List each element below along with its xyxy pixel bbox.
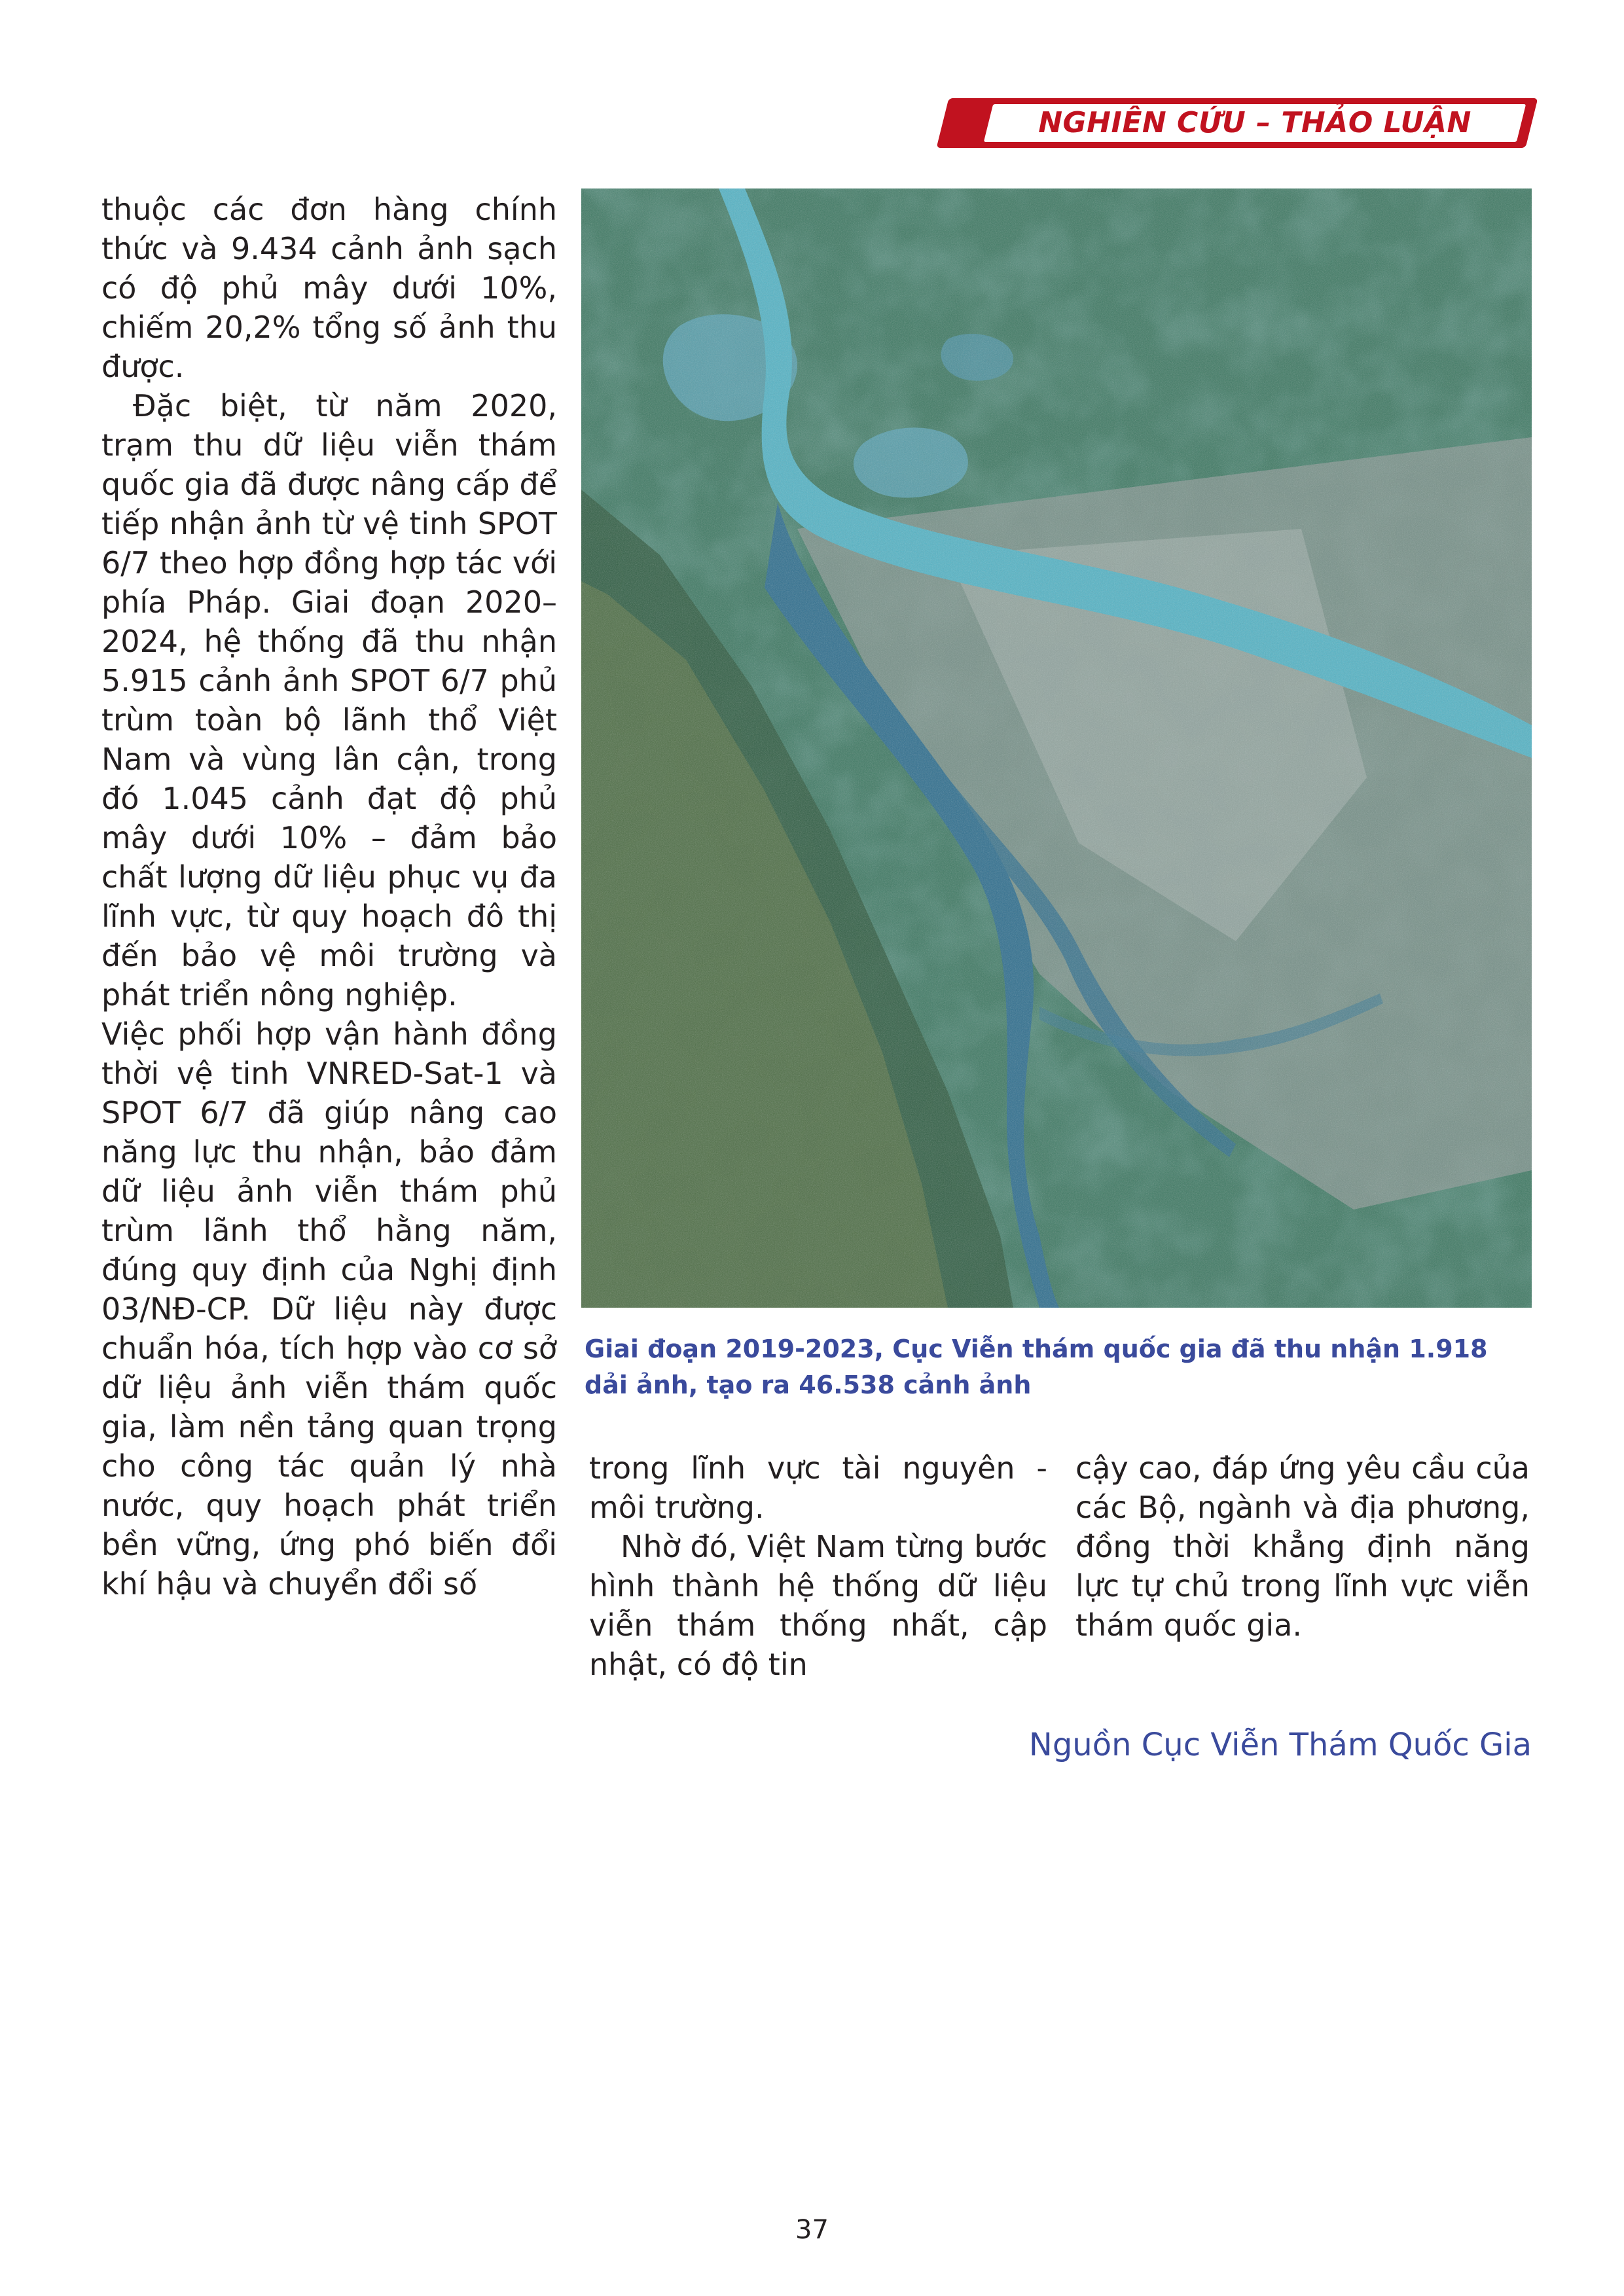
paragraph: Đặc biệt, từ năm 2020, trạm thu dữ liệu viễn thám quốc gia đã được nâng cấp để tiếp nhận ảnh từ vệ tinh SPOT 6/7 theo hợp đồng hợp tác với phía Pháp. Giai đoạn 2020–2024, hệ thống đã thu nhận 5.915 cảnh ảnh SPOT 6/7 phủ trùm toàn bộ lãnh thổ Việt Nam và vùng lân cận, trong đó 1.045 cảnh đạt độ phủ mây dưới 10% – đảm bảo chất lượng dữ liệu phục vụ đa lĩnh vực, từ quy hoạch đô thị đến bảo vệ môi trường và phát triển nông nghiệp. — [101, 388, 557, 1013]
satellite-image-drawing — [581, 188, 1532, 1308]
figure-caption: Giai đoạn 2019-2023, Cục Viễn thám quốc gia đã thu nhận 1.918 dải ảnh, tạo ra 46.538 cảnh ảnh — [585, 1335, 1488, 1399]
section-header-badge — [943, 98, 1532, 148]
paragraph: Nhờ đó, Việt Nam từng bước hình thành hệ thống dữ liệu viễn thám thống nhất, cập nhật, có độ tin — [589, 1529, 1047, 1682]
source-credit: Nguồn Cục Viễn Thám Quốc Gia — [1028, 1727, 1532, 1763]
middle-text-column — [589, 1448, 1047, 1684]
paragraph: thuộc các đơn hàng chính thức và 9.434 cảnh ảnh sạch có độ phủ mây dưới 10%, chiếm 20,2% tổng số ảnh thu được. — [101, 192, 557, 384]
section-title: NGHIÊN CỨU – THẢO LUẬN — [1038, 106, 1471, 139]
paragraph: Việc phối hợp vận hành đồng thời vệ tinh VNRED-Sat-1 và SPOT 6/7 đã giúp nâng cao năng lực thu nhận, bảo đảm dữ liệu ảnh viễn thám phủ trùm lãnh thổ hằng năm, đúng quy định của Nghị định 03/NĐ-CP. Dữ liệu này được chuẩn hóa, tích hợp vào cơ sở dữ liệu ảnh viễn thám quốc gia, làm nền tảng quan trọng cho công tác quản lý nhà nước, quy hoạch phát triển bền vững, ứng phó biến đổi khí hậu và chuyển đổi số — [101, 1016, 557, 1602]
right-text-column — [1075, 1448, 1530, 1645]
paragraph: trong lĩnh vực tài nguyên - môi trường. — [589, 1450, 1047, 1525]
page-number: 37 — [795, 2215, 829, 2245]
left-text-column — [101, 190, 557, 1604]
satellite-image — [581, 188, 1532, 1308]
paragraph: cậy cao, đáp ứng yêu cầu của các Bộ, ngành và địa phương, đồng thời khẳng định năng lực tự chủ trong lĩnh vực viễn thám quốc gia. — [1075, 1450, 1530, 1643]
